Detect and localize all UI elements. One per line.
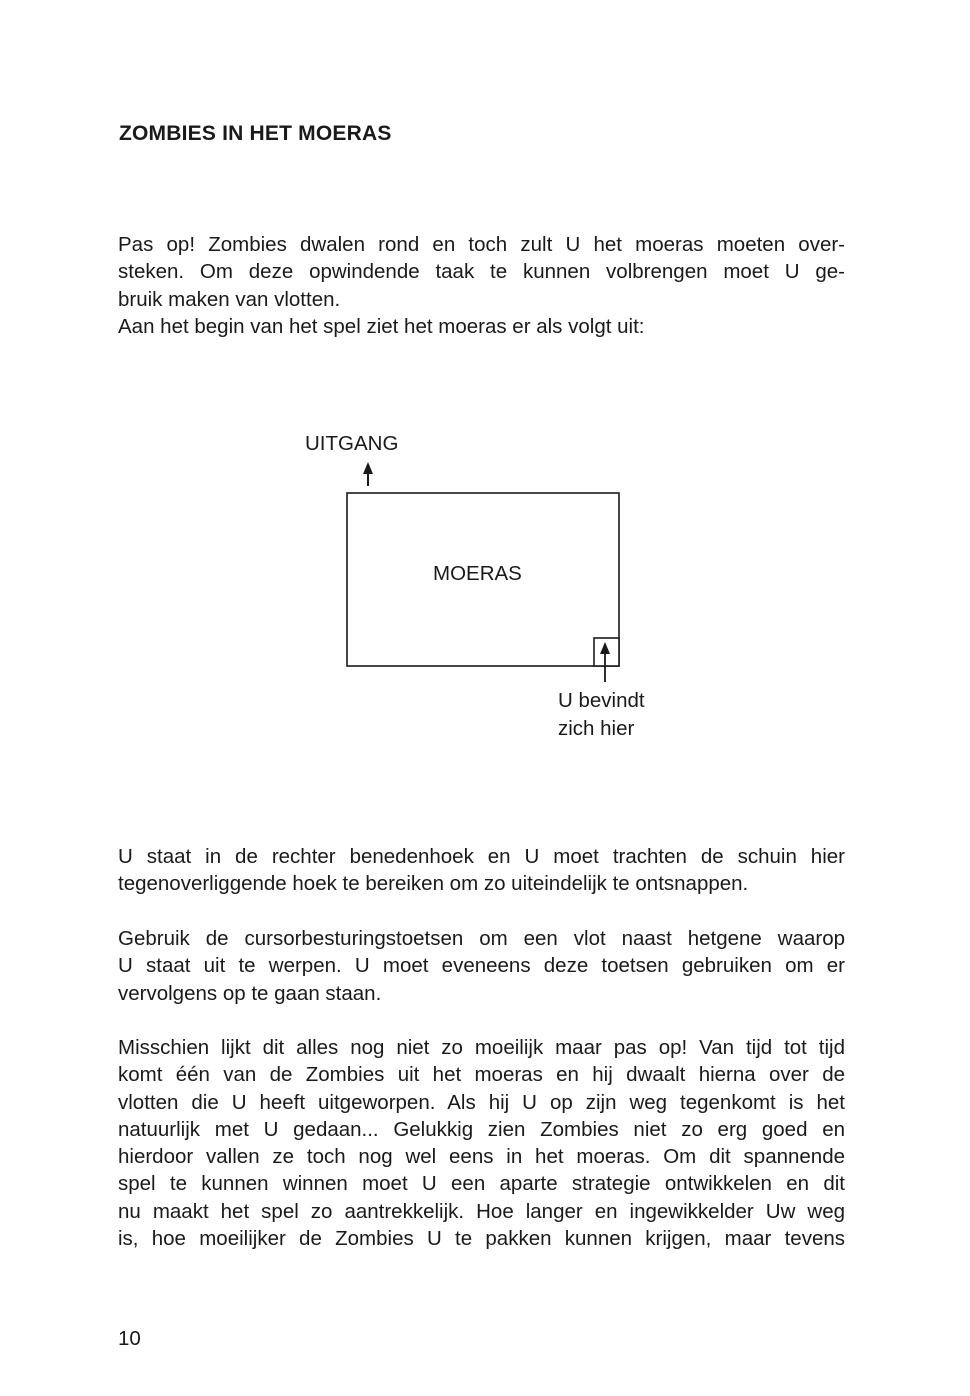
text-line: Misschien lijkt dit alles nog niet zo moeilijk maar pas op! Van tijd tot tijd [118,1036,845,1059]
player-location-label [558,687,645,743]
warning-paragraph [118,1034,845,1252]
page-number: 10 [118,1327,141,1350]
page-title: ZOMBIES IN HET MOERAS [119,122,392,145]
player-label-line1: U bevindt [558,689,645,712]
text-line: Aan het begin van het spel ziet het moeras er als volgt uit: [118,314,645,338]
text-line: nu maakt het spel zo aantrekkelijk. Hoe langer en ingewikkelder Uw weg [118,1199,845,1223]
text-line: steken. Om deze opwindende taak te kunnen volbrengen moet U ge- [118,260,845,284]
text-line: komt één van de Zombies uit het moeras en hij dwaalt hierna over de [118,1063,845,1087]
swamp-label: MOERAS [433,562,522,585]
player-label-line2: zich hier [558,717,635,740]
exit-label: UITGANG [305,432,399,455]
text-line: tegenoverliggende hoek te bereiken om zo uiteindelijk te ontsnappen. [118,872,749,896]
text-line: Pas op! Zombies dwalen rond en toch zult U het moeras moeten over- [118,233,845,256]
text-line: hierdoor vallen ze toch nog wel eens in het moeras. Om dit spannende [118,1145,845,1169]
exit-arrow-icon [363,462,373,486]
text-line: natuurlijk met U gedaan... Gelukkig zien Zombies niet zo erg goed en [118,1117,845,1141]
text-line: vervolgens op te gaan staan. [118,981,382,1005]
position-paragraph [118,843,845,898]
text-line: U staat uit te werpen. U moet eveneens deze toetsen gebruiken om er [118,954,845,978]
text-line: is, hoe moeilijker de Zombies U te pakken kunnen krijgen, maar tevens [118,1227,845,1251]
text-line: U staat in de rechter benedenhoek en U moet trachten de schuin hier [118,845,845,868]
text-line: Gebruik de cursorbesturingstoetsen om een vlot naast hetgene waarop [118,927,845,950]
controls-paragraph [118,925,845,1007]
text-line: spel te kunnen winnen moet U een aparte strategie ontwikkelen en dit [118,1172,845,1196]
text-line: vlotten die U heeft uitgeworpen. Als hij U op zijn weg tegenkomt is het [118,1090,845,1114]
text-line: bruik maken van vlotten. [118,287,341,311]
